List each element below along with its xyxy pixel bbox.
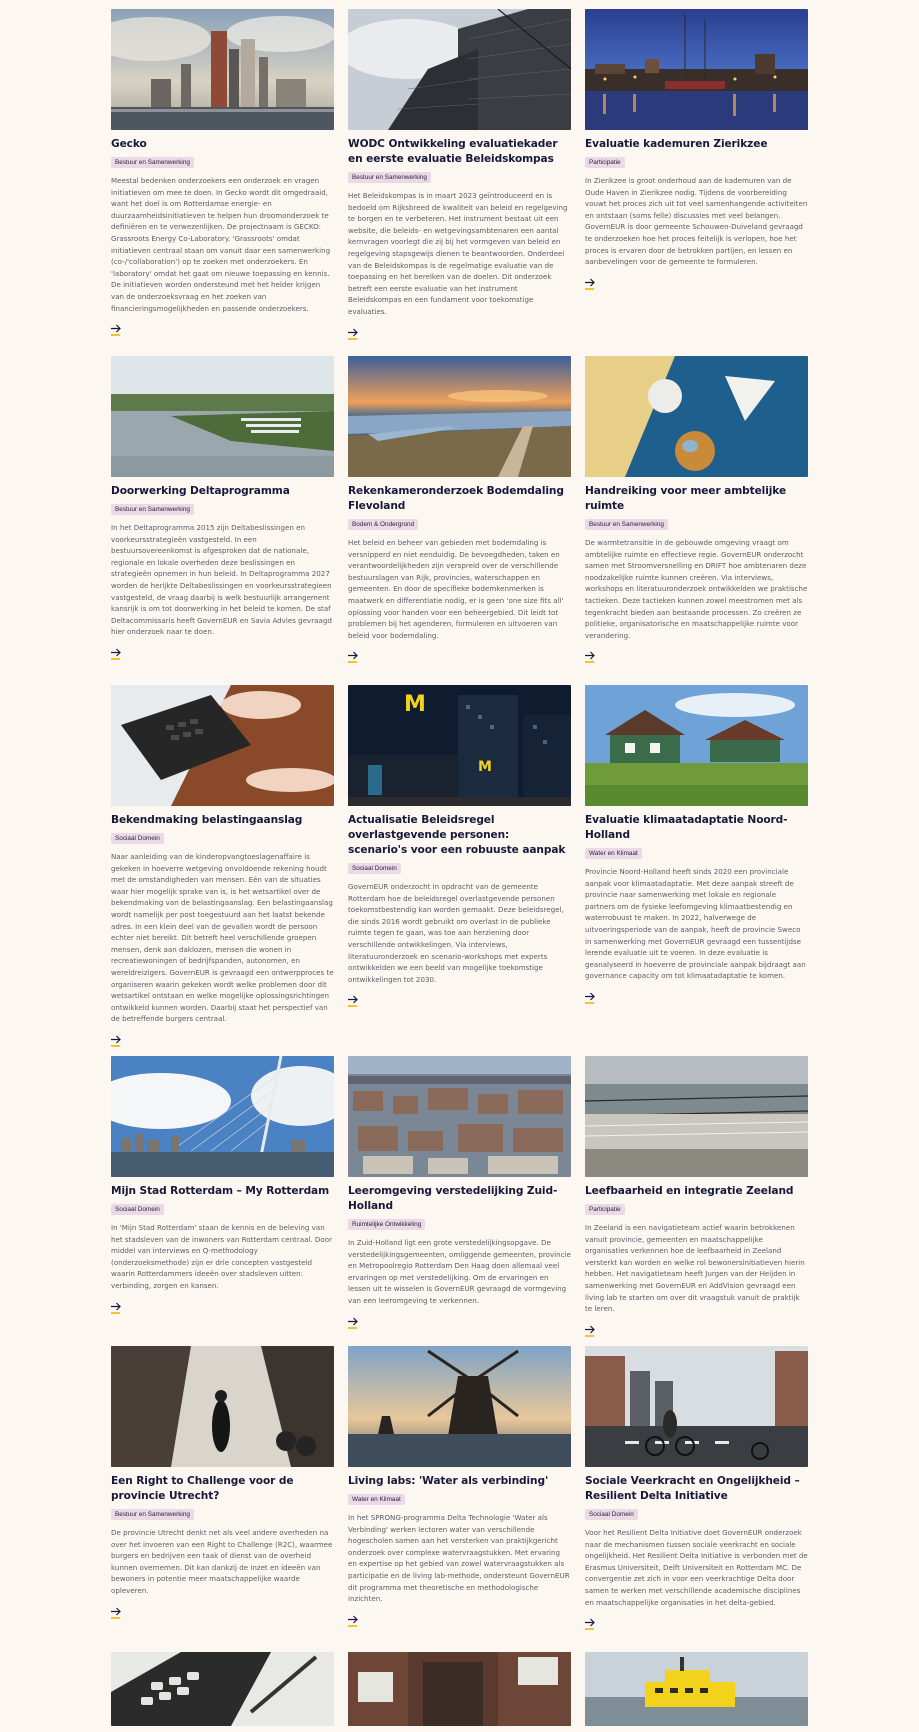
project-image[interactable] <box>348 685 571 806</box>
category-badge[interactable]: Bestuur en Samenwerking <box>348 172 431 183</box>
project-card[interactable] <box>111 1346 334 1652</box>
project-card[interactable] <box>585 1652 808 1732</box>
project-description: De provincie Utrecht denkt net als veel andere overheden na over het invoeren van een Right to Challenge (R2C), waarmee burgers en bedrijven een taak of dienst van de overheid kunnen overnemen. Dit kan dankzij de inzet en ideeën van bewoners in potentie meer maatschappelijke waarde opleveren. <box>111 1528 333 1595</box>
project-card[interactable] <box>111 685 334 1056</box>
project-description: Het Beleidskompas is in maart 2023 geïntroduceerd en is bedoeld om Rijksbreed de kwaliteit van beleid en regelgeving te borgen en te verbeteren. Het instrument bestaat uit een website, die beleids- en wetgevingsambtenaren een aantal kernvragen voorlegt die zij bij het vormgeven van beleid en regelgeving stapsgewijs dienen te beantwoorden. Onderdeel van de Beleidskompas is de regelmatige evaluatie van de toepassing en het bereiken van de doelen. Dit onderzoek betreft een eerste evaluatie van het instrument Beleidskompas en een fundament voor toekomstige evaluaties. <box>348 191 568 316</box>
category-badge[interactable]: Ruimtelijke Ontwikkeling <box>348 1219 425 1230</box>
read-more-arrow-icon[interactable] <box>111 1607 123 1619</box>
category-badge[interactable]: Water en Klimaat <box>348 1494 405 1505</box>
category-badge[interactable]: Participatie <box>585 157 625 168</box>
project-description: Het beleid en beheer van gebieden met bodemdaling is versnipperd en niet eenduidig. De bevoegdheden, taken en verantwoordelijkheden zijn verspreid over de verschillende bestuurslagen van Rijk, provincies, waterschappen en gemeenten. En door de specifieke bodemkenmerken is maatwerk en differentiatie nodig, er is geen 'one size fits all' oplossing voor handen voor een beheergebied. Dit leidt tot problemen bij het agenderen, formuleren en uitvoeren van beleid voor bodemdaling. <box>348 538 564 640</box>
project-image[interactable] <box>111 685 334 806</box>
category-badge[interactable]: Water en Klimaat <box>585 848 642 859</box>
category-badge[interactable]: Sociaal Domein <box>585 1509 638 1520</box>
svg-text:M: M <box>404 692 426 717</box>
project-title[interactable]: Leefbaarheid en integratie Zeeland <box>585 1185 794 1197</box>
project-description: Naar aanleiding van de kinderopvangtoeslagenaffaire is gekeken in hoeverre wetgeving onvoldoende rekening houdt met de omstandigheden van mensen. Eén van de situaties waar hier mogelijk sprake van is, is het wetsartikel over de bekendmaking van de belastingaanslag. Een belastingaanslag wordt namelijk per post toegestuurd aan het laatst bekende adres. In een klein deel van de gevallen wordt de persoon echter niet bereikt. Dit betreft heel verschillende groepen mensen, denk aan daklozen, mensen die wonen in recreatiewoningen of bedrijfspanden, autonomen, en wereldreizigers. GovernEUR is gevraagd een ontwerpproces te organiseren waarin gekeken wordt welke problemen door dit wetsartikel ontstaan en welke mogelijke oplossingsrichtingen ontwikkeld kunnen worden. Daarbij staat het perspectief van de betreffende burgers centraal. <box>111 852 334 1024</box>
project-description: In het Deltaprogramma 2015 zijn Deltabeslissingen en voorkeursstrategieën vastgesteld. In een bestuursovereenkomst is afgesproken dat de nationale, regionale en lokale overheden deze beslissingen en strategieën opnemen in hun beleid. In Deltaprogramma 2027 worden de herijkte Deltabeslissingen en voorkeursstrategieen vastgesteld, de vraag daarbij is welk bestuurlijk arrangement kansrijk is om tot doorwerking in het beleid te komen. De staf Deltacommissaris heeft GovernEUR en Savia Advies gevraagd hier onderzoek naar te doen. <box>111 523 332 637</box>
read-more-arrow-icon[interactable] <box>585 1325 597 1337</box>
read-more-arrow-icon[interactable] <box>348 1615 360 1627</box>
project-description: Meestal bedenken onderzoekers een onderzoek en vragen initiatieven om mee te doen. In Gecko wordt dit omgedraaid, want het doel is om Rotterdamse energie- en duurzaamheidsinitiatieven te helpen hun droomonderzoek te definiëren en te verwezenlijken. De projectnaam is GECKO: Grassroots Energy Co-Laboratory. 'Grassroots' omdat initiatieven centraal staan om vanuit daar een samenwerking (co-/'collaboration') op te zoeken met onderzoekers. En 'laboratory' omdat het gaat om nieuwe toepassing en kennis. De initiatieven worden ondersteund met het helder krijgen van de onderzoeksvraag en het zoeken van financieringsmogelijkheden en passende onderzoekers. <box>111 176 331 313</box>
read-more-arrow-icon[interactable] <box>348 328 360 340</box>
project-image[interactable] <box>585 685 808 806</box>
project-image[interactable] <box>111 1056 334 1177</box>
category-badge[interactable]: Bestuur en Samenwerking <box>111 504 194 515</box>
read-more-arrow-icon[interactable] <box>111 1302 123 1314</box>
project-card[interactable] <box>348 356 571 685</box>
read-more-arrow-icon[interactable] <box>585 651 597 663</box>
project-description: Provincie Noord-Holland heeft sinds 2020 een provinciale aanpak voor klimaatadaptatie. Met deze aanpak streeft de provincie naar samenwerking met lokale en regionale partners om de fysieke leefomgeving klimaatbestendig en waterrobuust te maken. In 2022, halverwege de uitvoeringsperiode van de aanpak, heeft de provincie Sweco in samenwerking met GovernEUR gevraagd een tussentijdse lerende evaluatie uit te voeren. In deze evaluatie is geanalyseerd in hoeverre de provinciale aanpak bijdraagt aan governance capacity om tot klimaatadaptatie te komen. <box>585 867 806 981</box>
project-image[interactable] <box>111 9 334 130</box>
read-more-arrow-icon[interactable] <box>348 651 360 663</box>
project-image[interactable] <box>348 1346 571 1467</box>
project-description: In het SPRONG-programma Delta Technologie 'Water als Verbinding' werken lectoren water van verschillende hogescholen samen aan het versterken van praktijkgericht onderzoek over complexe watervraagstukken. Met ervaring en expertise op het gebied van zowel watervraagstukken als participatie en de living lab-methode, ondersteunt GovernEUR dit programma met theoretische en methodologische inzichten. <box>348 1513 570 1604</box>
project-grid <box>111 9 808 1732</box>
read-more-arrow-icon[interactable] <box>585 992 597 1004</box>
project-card[interactable] <box>585 1346 808 1652</box>
category-badge[interactable]: Sociaal Domein <box>348 863 401 874</box>
project-title[interactable]: Een Right to Challenge voor de provincie Utrecht? <box>111 1475 294 1502</box>
project-image[interactable] <box>585 356 808 477</box>
project-title[interactable]: Actualisatie Beleidsregel overlastgevende personen: scenario's voor een robuuste aanpak <box>348 814 566 856</box>
project-title[interactable]: Evaluatie klimaatadaptatie Noord-Holland <box>585 814 788 841</box>
project-title[interactable]: Rekenkameronderzoek Bodemdaling Flevoland <box>348 485 564 512</box>
project-image[interactable] <box>348 1056 571 1177</box>
project-card[interactable] <box>348 1652 571 1732</box>
project-card[interactable] <box>348 9 571 356</box>
read-more-arrow-icon[interactable] <box>111 648 123 660</box>
category-badge[interactable]: Sociaal Domein <box>111 833 164 844</box>
project-description: In Zeeland is een navigatieteam actief waarin betrokkenen vanuit provincie, gemeenten en maatschappelijke organisaties verkennen hoe de leefbaarheid in Zeeland versterkt kan worden en welke rol bewonersinitiatieven hierin hebben. Het navigatieteam heeft Jurgen van der Heijden in samenwerking met GovernEUR en AddVision gevraagd een living lab te starten om over dit vraagstuk vanuit de praktijk te leren. <box>585 1223 805 1314</box>
project-image[interactable] <box>348 9 571 130</box>
category-badge[interactable]: Bestuur en Samenwerking <box>585 519 668 530</box>
project-title[interactable]: Sociale Veerkracht en Ongelijkheid – Resilient Delta Initiative <box>585 1475 800 1502</box>
project-card[interactable] <box>111 9 334 356</box>
project-card[interactable] <box>348 1346 571 1652</box>
project-image[interactable] <box>585 1056 808 1177</box>
project-image[interactable] <box>111 356 334 477</box>
project-card[interactable] <box>111 1056 334 1346</box>
project-title[interactable]: Doorwerking Deltaprogramma <box>111 485 290 497</box>
project-card[interactable] <box>585 9 808 356</box>
category-badge[interactable]: Participatie <box>585 1204 625 1215</box>
project-image[interactable] <box>348 356 571 477</box>
project-title[interactable]: Mijn Stad Rotterdam – My Rotterdam <box>111 1185 330 1197</box>
project-title[interactable]: Bekendmaking belastingaanslag <box>111 814 303 826</box>
category-badge[interactable]: Sociaal Domein <box>111 1204 164 1215</box>
project-description: In Zierikzee is groot onderhoud aan de kademuren van de Oude Haven in Zierikzee nodig. Tijdens de voorbereiding vouwt het proces zich uit tot veel samenhangende activiteiten en ontstaan (soms felle) discussies met veel belangen. GovernEUR is door gemeente Schouwen-Duiveland gevraagd te onderzoeken hoe het proces feitelijk is verlopen, hoe het proces is ervaren door de betrokken partijen, en lessen en aanbevelingen voor de gemeente te formuleren. <box>585 176 808 267</box>
project-description: De warmtetransitie in de gebouwde omgeving vraagt om ambtelijke ruimte en effectieve regie. GovernEUR onderzocht samen met Stroomversnelling en DRIFT hoe ambtenaren deze noodzakelijke ruimte kunnen creëren. Via interviews, workshops en literatuuronderzoek ontwikkelden we praktische tactieken. Deze tactieken kunnen zowel meestromen met als tegenkracht bieden aan bestaande processen. Zo creëren ze politieke, organisatorische en maatschappelijke ruimte voor verandering. <box>585 538 808 640</box>
project-title[interactable]: Handreiking voor meer ambtelijke ruimte <box>585 485 787 512</box>
project-title[interactable]: WODC Ontwikkeling evaluatiekader en eerste evaluatie Beleidskompas <box>348 138 558 165</box>
project-title[interactable]: Evaluatie kademuren Zierikzee <box>585 138 768 150</box>
project-image[interactable] <box>585 1346 808 1467</box>
project-description: GovernEUR onderzocht in opdracht van de gemeente Rotterdam hoe de beleidsregel overlastgevende personen toekomstbestendig kan worden gemaakt. Deze beleidsregel, die sinds 2016 wordt gebruikt om overlast in de publieke ruimte tegen te gaan, was toe aan herziening door verschillende ontwikkelingen. Via interviews, literatuuronderzoek en scenario-workshops met experts ontwikkelden we een beeld van mogelijke toekomstige ontwikkelingen tot 2030. <box>348 882 564 984</box>
project-title[interactable]: Leeromgeving verstedelijking Zuid-Holland <box>348 1185 558 1212</box>
category-badge[interactable]: Bestuur en Samenwerking <box>111 1509 194 1520</box>
read-more-arrow-icon[interactable] <box>585 278 597 290</box>
project-image[interactable] <box>585 1652 808 1726</box>
project-card[interactable] <box>111 356 334 685</box>
project-card[interactable] <box>348 1056 571 1346</box>
project-description: In Zuid-Holland ligt een grote verstedelijkingsopgave. De verstedelijkingsgemeenten, omliggende gemeenten, provincie en Metropoolregio Rotterdam Den Haag doen allemaal veel ervaringen op met verstedelijking. Om de ervaringen en lessen uit te wisselen is GovernEUR gevraagd de vormgeving van een leeromgeving te verkennen. <box>348 1238 571 1305</box>
project-card[interactable] <box>585 685 808 1056</box>
project-description: Voor het Resilient Delta Initiative doet GovernEUR onderzoek naar de mechanismen tussen sociale veerkracht en sociale ongelijkheid. Het Resilient Delta Initiative is verbonden met de Erasmus Universiteit, Delft Universiteit en Rotterdam MC. De convergentie zet zich in voor een veerkrachtige Delta door samen te werken met verschillende academische disciplines en maatschappelijke organisaties in het delta-gebied. <box>585 1528 808 1607</box>
project-card[interactable] <box>111 1652 334 1732</box>
category-badge[interactable]: Bodem & Ondergrond <box>348 519 418 530</box>
read-more-arrow-icon[interactable] <box>111 1035 123 1047</box>
category-badge[interactable]: Bestuur en Samenwerking <box>111 157 194 168</box>
read-more-arrow-icon[interactable] <box>585 1618 597 1630</box>
project-title[interactable]: Living labs: 'Water als verbinding' <box>348 1475 549 1487</box>
read-more-arrow-icon[interactable] <box>348 995 360 1007</box>
project-description: In 'Mijn Stad Rotterdam' staan de kennis en de beleving van het stadsleven van de inwoners van Rotterdam centraal. Door middel van interviews en Q-methodology (onderzoeksmethode) zijn er drie concepten vastgesteld waarin Rotterdammers ideeën over stadsleven uitten: verbinding, zorgen en kansen. <box>111 1223 332 1290</box>
read-more-arrow-icon[interactable] <box>348 1317 360 1329</box>
project-card[interactable] <box>585 1056 808 1346</box>
project-card[interactable] <box>348 685 571 1056</box>
read-more-arrow-icon[interactable] <box>111 324 123 336</box>
project-image[interactable] <box>111 1652 334 1726</box>
project-image[interactable] <box>348 1652 571 1726</box>
project-image[interactable] <box>111 1346 334 1467</box>
svg-text:M: M <box>478 759 492 775</box>
project-title[interactable]: Gecko <box>111 138 147 150</box>
project-image[interactable] <box>585 9 808 130</box>
project-card[interactable] <box>585 356 808 685</box>
